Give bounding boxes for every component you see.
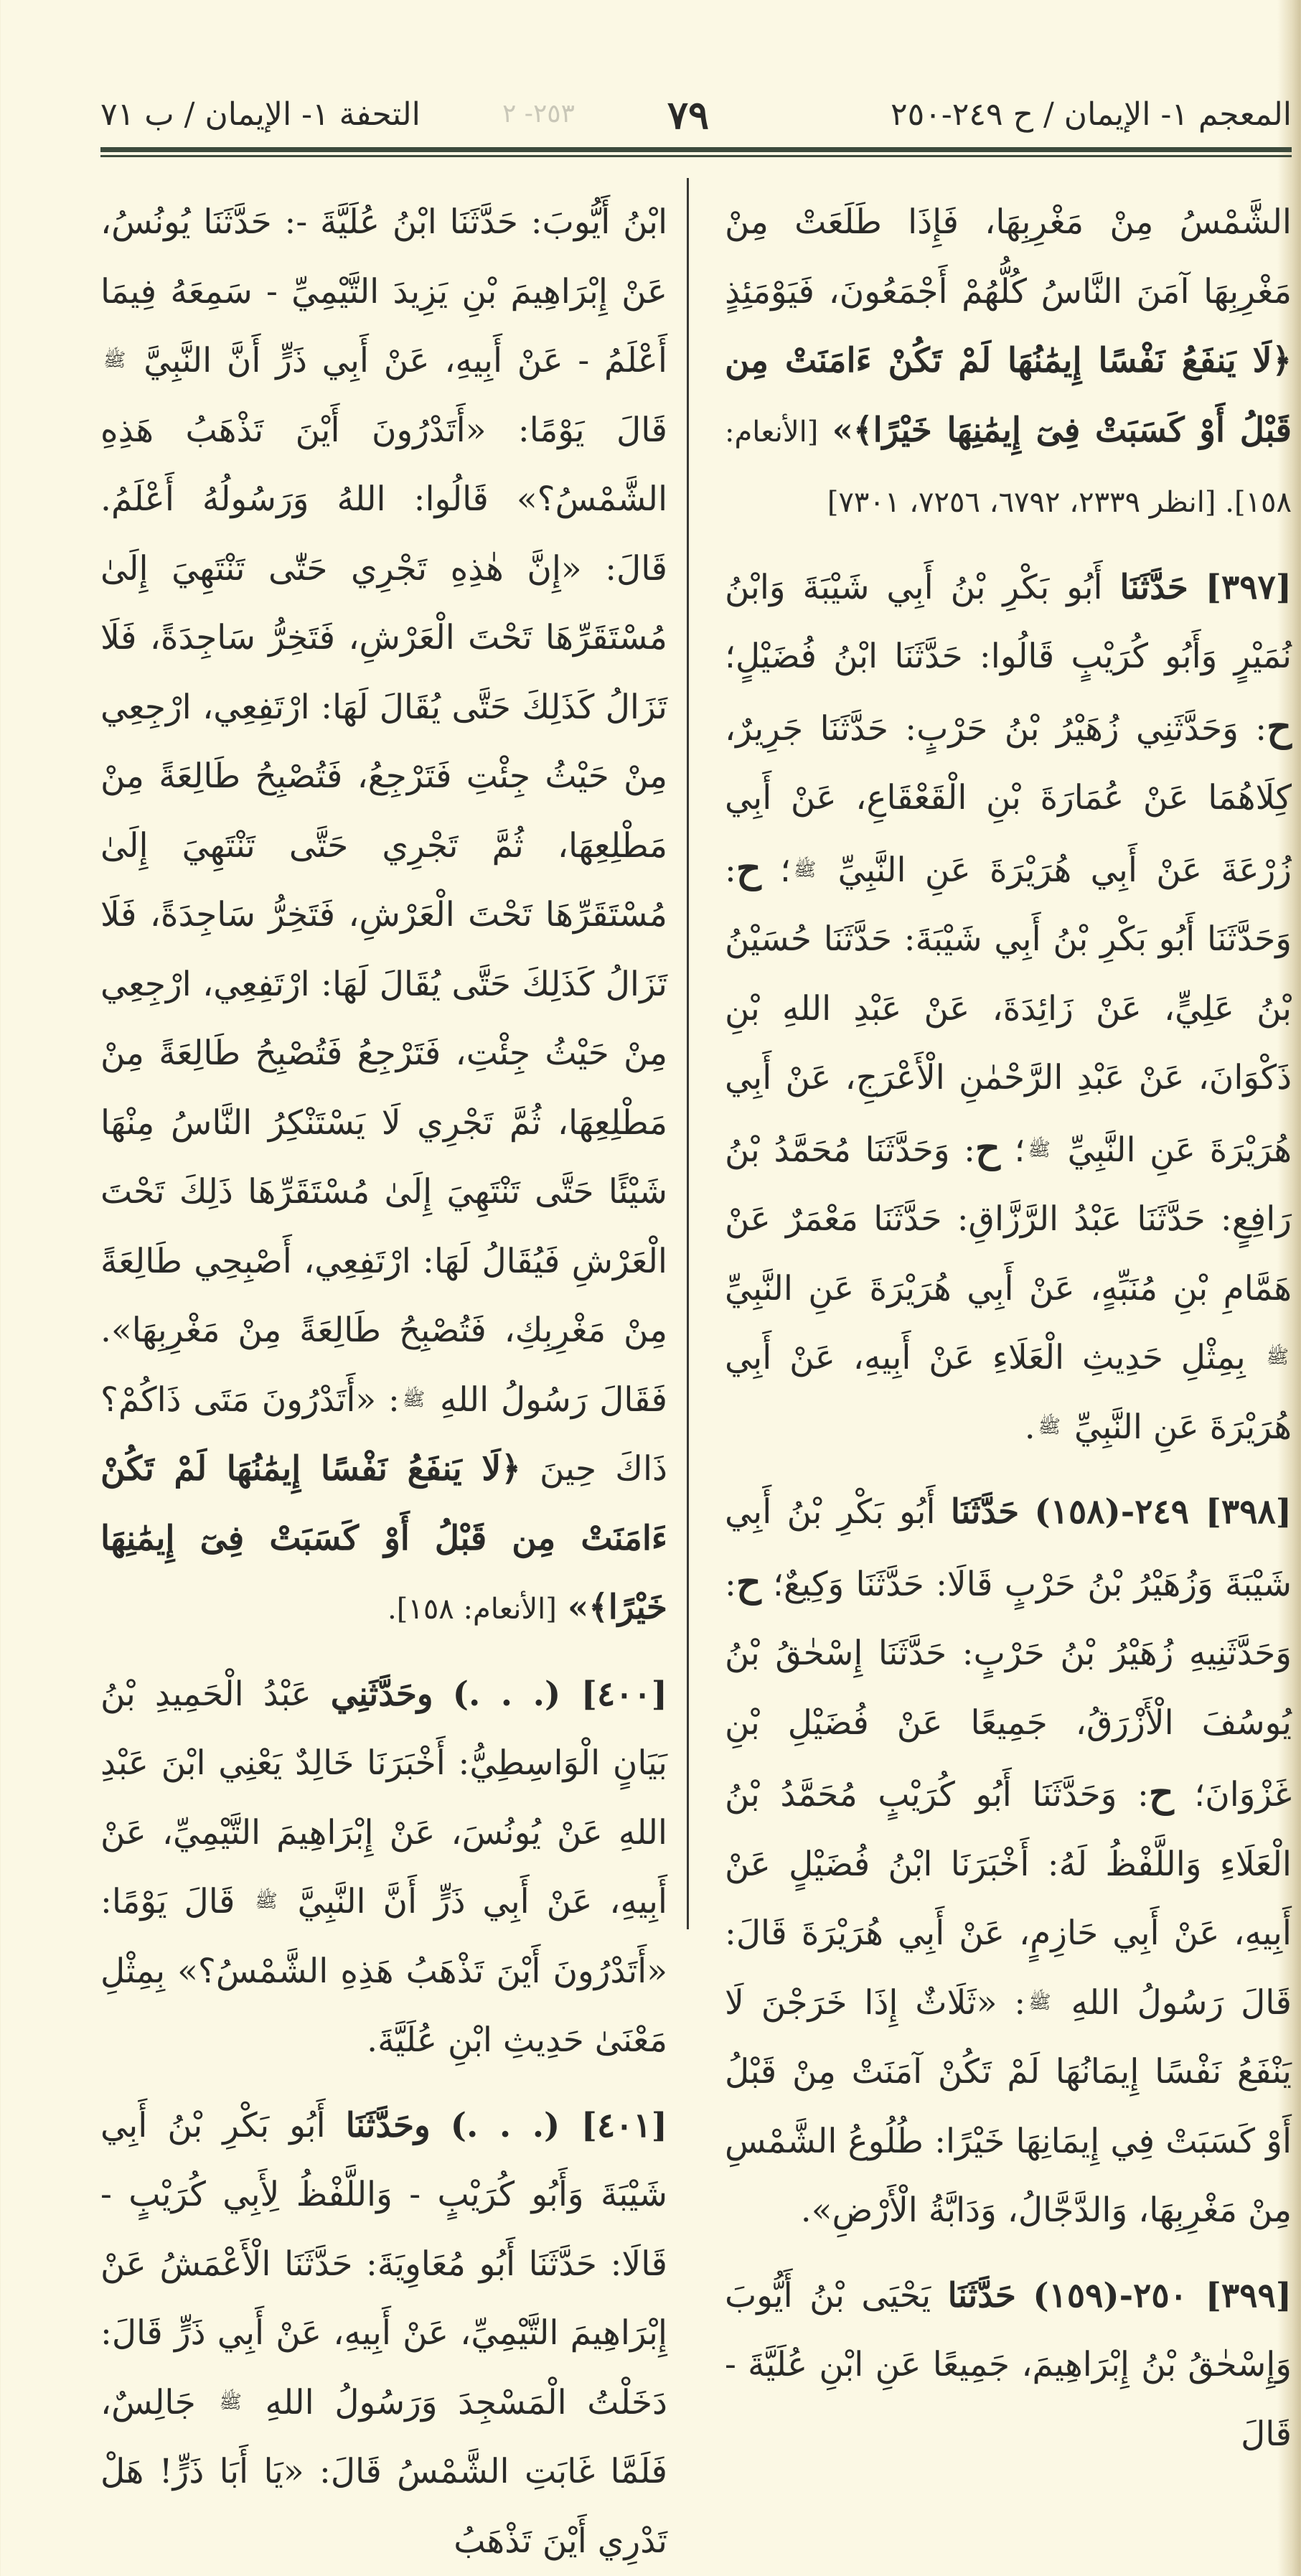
quran-quote: ﴿لَا يَنفَعُ نَفْسًا إِيمَٰنُهَا لَمْ تَكُنْ ءَامَنَتْ مِن قَبْلُ أَوْ كَسَبَتْ فِىٓ إِيمَٰنِهَا خَيْرًا﴾» <box>100 1449 667 1627</box>
salutation-icon: ﷺ <box>400 1390 428 1409</box>
body-text: جَالِسٌ، فَلَمَّا غَابَتِ الشَّمْسُ قَالَ: «يَا أَبَا ذَرٍّ! هَلْ تَدْرِي أَيْنَ تَذْهَبُ <box>100 2383 667 2561</box>
hadith-lead-word: وحَدَّثَنَا <box>346 2106 431 2145</box>
running-header <box>100 92 1292 142</box>
body-text: : وَحَدَّثَنَا أَبُو كُرَيْبٍ مُحَمَّدُ بْنُ الْعَلَاءِ وَاللَّفْظُ لَهُ: أَخْبَرَنَا ابْنُ فُضَيْلٍ عَنْ أَبِيهِ، عَنْ أَبِي حَازِمٍ، عَنْ أَبِي هُرَيْرَةَ قَالَ: قَالَ رَسُولُ اللهِ <box>725 1775 1292 2023</box>
right-column <box>725 188 1292 2469</box>
body-text: ابْنُ أَيُّوبَ: حَدَّثَنَا ابْنُ عُلَيَّةَ -: حَدَّثَنَا يُونُسُ، عَنْ إِبْرَاهِيمَ بْنِ يَزِيدَ التَّيْمِيِّ - سَمِعَهُ فِيمَا أَعْلَمُ - عَنْ أَبِيهِ، عَنْ أَبِي ذَرٍّ أَنَّ النَّبِيَّ <box>100 202 667 380</box>
body-text: قَالَ يَوْمًا: «أَتَدْرُونَ أَيْنَ تَذْهَبُ هَذِهِ الشَّمْسُ؟» بِمِثْلِ مَعْنَىٰ حَدِيثِ ابْنِ عُلَيَّةَ. <box>100 1882 667 2060</box>
hadith-lead-word: حَدَّثَنَا <box>951 1492 1019 1532</box>
salutation-icon: ﷺ <box>252 1892 280 1911</box>
hadith-number: [٣٩٨] ٢٤٩-(١٥٨) <box>1035 1492 1292 1532</box>
book-page <box>100 0 1292 2010</box>
hadith-number: [٤٠١] (. . .) <box>451 2106 667 2145</box>
tahwil-mark: ح <box>1149 1769 1174 1815</box>
salutation-icon: ﷺ <box>1025 1993 1053 2012</box>
hadith-number: [٣٩٩] ٢٥٠-(١٥٩) <box>1033 2276 1292 2315</box>
quran-quote: ﴿لَا يَنفَعُ نَفْسًا إِيمَٰنُهَا لَمْ تَكُنْ ءَامَنَتْ مِن قَبْلُ أَوْ كَسَبَتْ فِىٓ إِيمَٰنِهَا خَيْرًا﴾» <box>725 341 1292 450</box>
body-text: أَبُو بَكْرِ بْنُ أَبِي شَيْبَةَ وَزُهَيْرُ بْنُ حَرْبٍ قَالَا: حَدَّثَنَا وَكِيعٌ؛ <box>725 1492 1292 1604</box>
body-text: بِمِثْلِ حَدِيثِ الْعَلَاءِ عَنْ أَبِيهِ، عَنْ أَبِي هُرَيْرَةَ عَنِ النَّبِيِّ <box>725 1338 1292 1447</box>
cross-reference: [الأنعام: ١٥٨]. <box>388 1593 557 1626</box>
body-text: . <box>1025 1408 1035 1447</box>
salutation-icon: ﷺ <box>1025 1141 1053 1159</box>
body-text: قَالَ يَوْمًا: «أَتَدْرُونَ أَيْنَ تَذْهَبُ هَذِهِ الشَّمْسُ؟» قَالُوا: اللهُ وَرَسُولُهُ أَعْلَمُ. قَالَ: «إِنَّ هٰذِهِ تَجْرِي حَتّٰى تَنْتَهِيَ إِلَىٰ مُسْتَقَرِّهَا تَحْتَ الْعَرْشِ، فَتَخِرُّ سَاجِدَةً، فَلَا تَزَالُ كَذَلِكَ حَتَّى يُقَالَ لَهَا: ارْتَفِعِي، ارْجِعِي مِنْ حَيْثُ جِئْتِ فَتَرْجِعُ، فَتُصْبِحُ طَالِعَةً مِنْ مَطْلِعِهَا، ثُمَّ تَجْرِي حَتَّى تَنْتَهِيَ إِلَىٰ مُسْتَقَرِّهَا تَحْتَ الْعَرْشِ، فَتَخِرُّ سَاجِدَةً، فَلَا تَزَالُ كَذَلِكَ حَتَّى يُقَالَ لَهَا: ارْتَفِعِي، ارْجِعِي مِنْ حَيْثُ جِئْتِ، فَتَرْجِعُ فَتُصْبِحُ طَالِعَةً مِنْ مَطْلِعِهَا، ثُمَّ تَجْرِي لَا يَسْتَنْكِرُ النَّاسُ مِنْهَا شَيْئًا حَتَّى تَنْتَهِيَ إِلَىٰ مُسْتَقَرِّهَا ذَلِكَ تَحْتَ الْعَرْشِ فَيُقَالُ لَهَا: ارْتَفِعِي، أَصْبِحِي طَالِعَةً مِنْ مَغْرِبِكِ، فَتُصْبِحُ طَالِعَةً مِنْ مَغْرِبِهَا». فَقَالَ رَسُولُ اللهِ <box>100 411 667 1420</box>
bleed-through-text: ٢٥٣- ٢ <box>502 99 575 128</box>
page-number: ٧٩ <box>667 92 709 138</box>
body-text: : «أَتَدْرُونَ مَتَى ذَاكُمْ؟ ذَاكَ حِينَ <box>100 1380 667 1489</box>
hadith-number: [٤٠٠] (. . .) <box>453 1675 667 1714</box>
body-text: يَحْيَى بْنُ أَيُّوبَ وَإِسْحٰقُ بْنُ إِبْرَاهِيمَ، جَمِيعًا عَنِ ابْنِ عُلَيَّةَ - قَالَ <box>725 2276 1292 2454</box>
salutation-icon: ﷺ <box>216 2393 244 2412</box>
hadith-401 <box>100 2092 667 2576</box>
body-text: عَبْدُ الْحَمِيدِ بْنُ بَيَانٍ الْوَاسِطِيُّ: أَخْبَرَنَا خَالِدٌ يَعْنِي ابْنَ عَبْدِ اللهِ عَنْ يُونُسَ، عَنْ إِبْرَاهِيمَ التَّيْمِيِّ، عَنْ أَبِيهِ، عَنْ أَبِي ذَرٍّ أَنَّ النَّبِيَّ <box>100 1675 667 1922</box>
hadith-lead-word: حَدَّثَنَا <box>1120 568 1188 607</box>
header-source-reference: المعجم ١- الإيمان / ح ٢٤٩-٢٥٠ <box>891 96 1292 133</box>
left-column <box>100 188 667 2576</box>
salutation-icon: ﷺ <box>791 861 819 879</box>
hadith-400 <box>100 1660 667 2076</box>
hadith-number: [٣٩٧] <box>1206 568 1292 607</box>
salutation-icon: ﷺ <box>1264 1348 1292 1367</box>
hadith-398 <box>725 1478 1292 2246</box>
column-divider <box>687 178 689 1929</box>
tahwil-mark: ح <box>975 1125 1000 1171</box>
cross-reference: [الأنعام: ١٥٨]. [انظر ٢٣٣٩، ٦٧٩٢، ٧٢٥٦، ٧٣٠١] <box>725 416 1292 520</box>
tahwil-mark: ح <box>736 1559 761 1605</box>
body-text: : «ثَلَاثٌ إِذَا خَرَجْنَ لَا يَنْفَعُ نَفْسًا إِيمَانُهَا لَمْ تَكُنْ آمَنَتْ مِنْ قَبْلُ أَوْ كَسَبَتْ فِي إِيمَانِهَا خَيْرًا: طُلُوعُ الشَّمْسِ مِنْ مَغْرِبِهَا، وَالدَّجَّالُ، وَدَابَّةُ الْأَرْضِ». <box>725 1983 1292 2231</box>
tahwil-mark: ح <box>1267 703 1292 749</box>
header-tuhfa-reference: التحفة ١- الإيمان / ب ٧١ <box>100 96 421 133</box>
hadith-397 <box>725 553 1292 1463</box>
hadith-lead-word: وحَدَّثَنِي <box>331 1675 433 1714</box>
hadith-continuation <box>725 188 1292 538</box>
body-text: أَبُو بَكْرِ بْنُ أَبِي شَيْبَةَ وَأَبُو كُرَيْبٍ - وَاللَّفْظُ لِأَبِي كُرَيْبٍ - قَالَا: حَدَّثَنَا أَبُو مُعَاوِيَةَ: حَدَّثَنَا الْأَعْمَشُ عَنْ إِبْرَاهِيمَ التَّيْمِيِّ، عَنْ أَبِيهِ، عَنْ أَبِي ذَرٍّ قَالَ: دَخَلْتُ الْمَسْجِدَ وَرَسُولُ اللهِ <box>100 2106 667 2422</box>
hadith-lead-word: حَدَّثَنَا <box>948 2276 1016 2315</box>
body-text: أَبُو بَكْرِ بْنُ أَبِي شَيْبَةَ وَابْنُ نُمَيْرٍ وَأَبُو كُرَيْبٍ قَالُوا: حَدَّثَنَا ابْنُ فُضَيْلٍ؛ <box>725 568 1292 677</box>
salutation-icon: ﷺ <box>100 351 128 370</box>
body-text: ؛ <box>780 851 791 890</box>
body-text: الشَّمْسُ مِنْ مَغْرِبِهَا، فَإِذَا طَلَعَتْ مِنْ مَغْرِبِهَا آمَنَ النَّاسُ كُلُّهُمْ أَجْمَعُونَ، فَيَوْمَئِذٍ <box>725 202 1292 312</box>
body-text: ؛ <box>1015 1130 1025 1170</box>
body-text: : وَحَدَّثَنَا أَبُو بَكْرِ بْنُ أَبِي شَيْبَةَ: حَدَّثَنَا حُسَيْنُ بْنُ عَلِيٍّ، عَنْ زَائِدَةَ، عَنْ عَبْدِ اللهِ بْنِ ذَكْوَانَ، عَنْ عَبْدِ الرَّحْمٰنِ الْأَعْرَجِ، عَنْ أَبِي هُرَيْرَةَ عَنِ النَّبِيِّ <box>725 851 1292 1170</box>
salutation-icon: ﷺ <box>1035 1418 1063 1436</box>
body-text: : وَحَدَّثَنِيهِ زُهَيْرُ بْنُ حَرْبٍ: حَدَّثَنَا إِسْحٰقُ بْنُ يُوسُفَ الْأَزْرَقُ، جَمِيعًا عَنْ فُضَيْلِ بْنِ غَزْوَانَ؛ <box>725 1565 1292 1815</box>
tahwil-mark: ح <box>736 845 761 891</box>
hadith-399-continuation <box>100 188 667 1644</box>
header-rule-thin <box>100 155 1292 157</box>
body-text: : وَحَدَّثَنَا مُحَمَّدُ بْنُ رَافِعٍ: حَدَّثَنَا عَبْدُ الرَّزَّاقِ: حَدَّثَنَا مَعْمَرٌ عَنْ هَمَّامِ بْنِ مُنَبِّهٍ، عَنْ أَبِي هُرَيْرَةَ عَنِ النَّبِيِّ <box>725 1130 1292 1308</box>
header-rule-thick <box>100 147 1292 152</box>
hadith-399 <box>725 2262 1292 2470</box>
body-text: : وَحَدَّثَنِي زُهَيْرُ بْنُ حَرْبٍ: حَدَّثَنَا جَرِيرٌ، كِلَاهُمَا عَنْ عُمَارَةَ بْنِ الْقَعْقَاعِ، عَنْ أَبِي زُرْعَةَ عَنْ أَبِي هُرَيْرَةَ عَنِ النَّبِيِّ <box>725 709 1292 890</box>
